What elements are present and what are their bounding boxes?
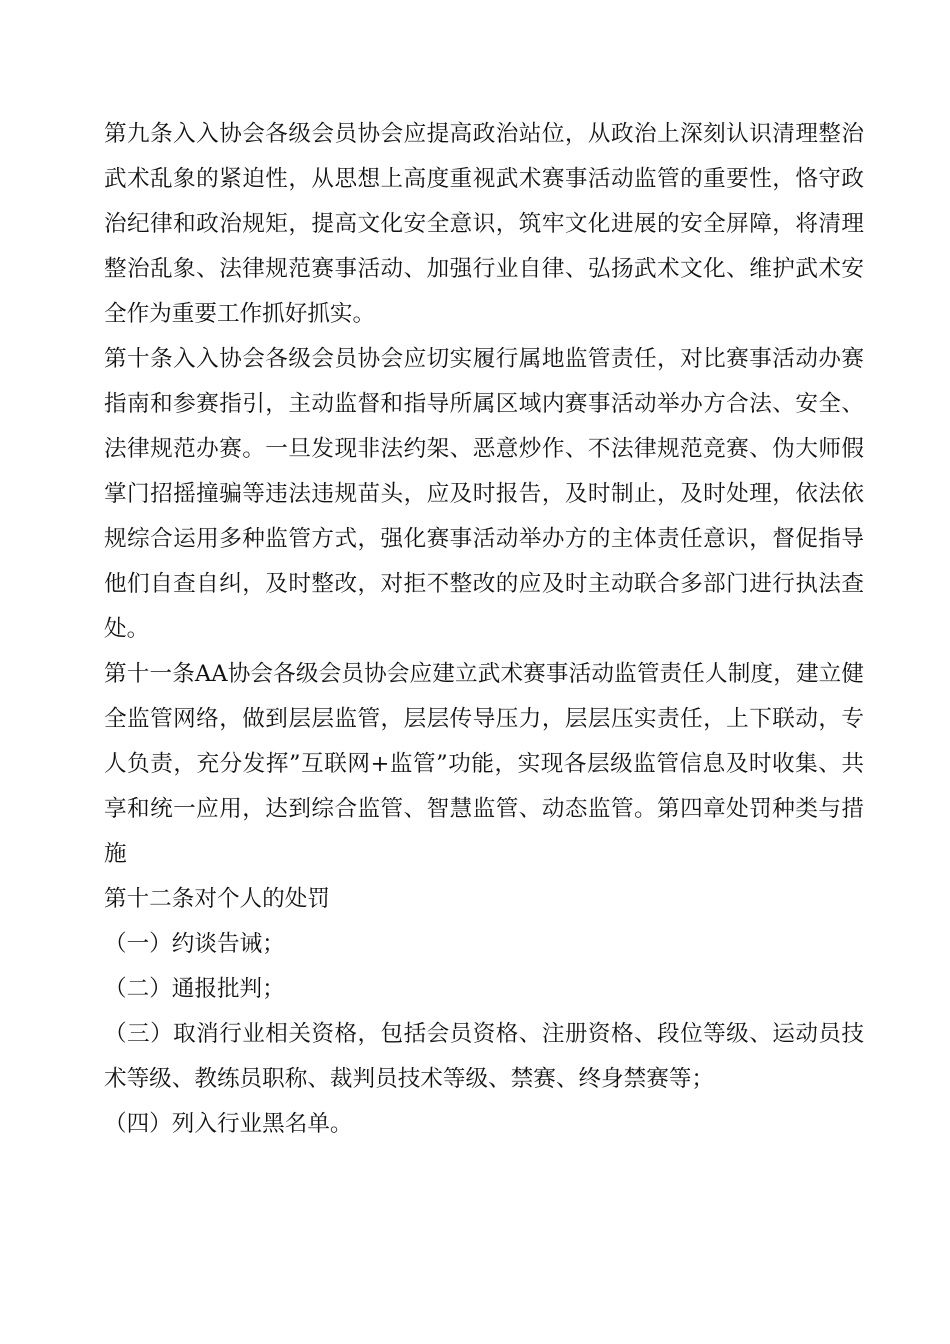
article-12-item-4: （四）列入行业黑名单。	[104, 1111, 353, 1137]
article-10: 第十条入入协会各级会员协会应切实履行属地监管责任，对比赛事活动办赛指南和参赛指引，主动监督和指导所属区域内赛事活动举办方合法、安全、法律规范办赛。一旦发现非法约架、恶意炒作、不法律规范竞赛、伪大师假掌门招摇撞骗等违法违规苗头，应及时报告，及时制止，及时处理，依法依规综合运用多种监管方式，强化赛事活动举办方的主体责任意识，督促指导他们自查自纠，及时整改，对拒不整改的应及时主动联合多部门进行执法查处。	[104, 346, 864, 642]
article-12-title: 第十二条对个人的处罚	[104, 886, 330, 912]
article-9: 第九条入入协会各级会员协会应提高政治站位，从政治上深刻认识清理整治武术乱象的紧迫性，从思想上高度重视武术赛事活动监管的重要性，恪守政治纪律和政治规矩，提高文化安全意识，筑牢文化进展的安全屏障，将清理整治乱象、法律规范赛事活动、加强行业自律、弘扬武术文化、维护武术安全作为重要工作抓好抓实。	[104, 121, 864, 327]
article-12-item-2: （二）通报批判；	[104, 976, 285, 1002]
article-12-item-1: （一）约谈告诫；	[104, 931, 285, 957]
document-body	[104, 112, 864, 1147]
article-11: 第十一条AA协会各级会员协会应建立武术赛事活动监管责任人制度，建立健全监管网络，做到层层监管，层层传导压力，层层压实责任，上下联动，专人负责，充分发挥”互联网+监管”功能，实现各层级监管信息及时收集、共享和统一应用，达到综合监管、智慧监管、动态监管。第四章处罚种类与措施	[104, 661, 864, 867]
article-12-item-3: （三）取消行业相关资格，包括会员资格、注册资格、段位等级、运动员技术等级、教练员职称、裁判员技术等级、禁赛、终身禁赛等；	[104, 1021, 864, 1092]
